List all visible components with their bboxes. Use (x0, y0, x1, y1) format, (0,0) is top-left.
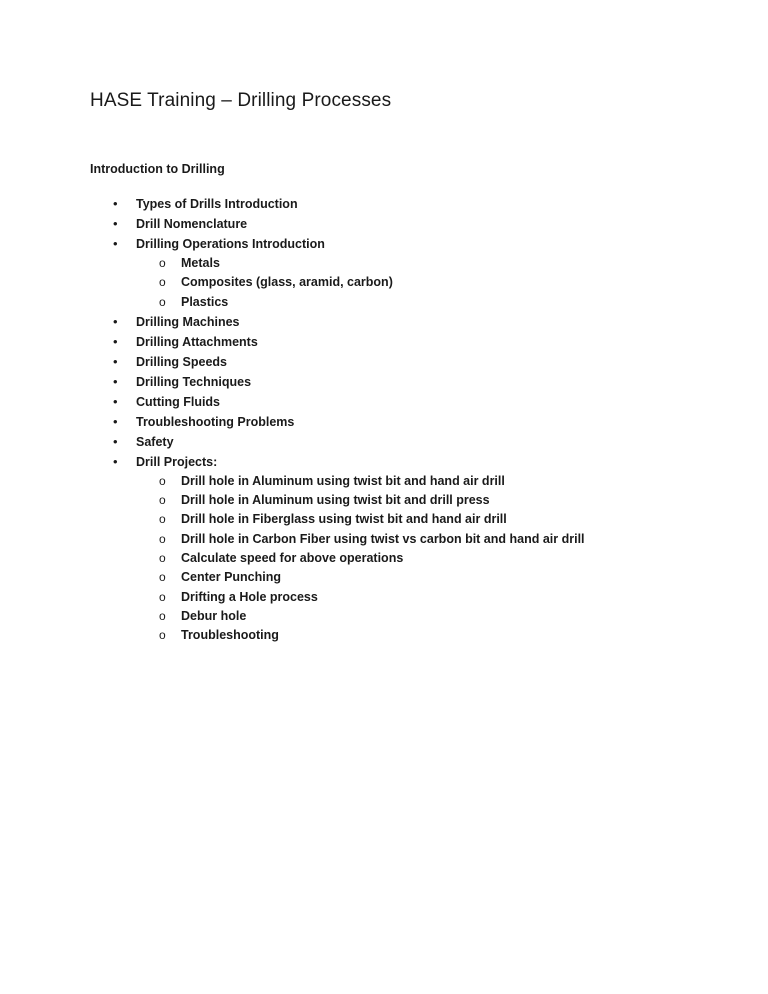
sub-list-item (0, 549, 768, 568)
list-item (0, 234, 768, 254)
bullet-icon: • (113, 313, 118, 329)
sub-list-item (0, 472, 768, 491)
sub-list-item (0, 626, 768, 645)
list-item (0, 332, 768, 352)
sub-list-item (0, 568, 768, 587)
sub-list-item (0, 530, 768, 549)
bullet-icon: • (113, 333, 118, 349)
sub-list-item (0, 293, 768, 312)
list-item-text: Drilling Speeds (136, 354, 227, 369)
list-item-text: Debur hole (181, 608, 247, 623)
list-item (0, 372, 768, 392)
sub-bullet-icon: o (159, 570, 166, 585)
section-heading: Introduction to Drilling (90, 162, 225, 176)
list-item (0, 432, 768, 452)
bullet-icon: • (113, 353, 118, 369)
sub-list-item (0, 510, 768, 529)
list-item (0, 392, 768, 412)
bullet-icon: • (113, 413, 118, 429)
sub-bullet-icon: o (159, 256, 166, 270)
bullet-list (0, 194, 768, 646)
list-item (0, 194, 768, 214)
sub-bullet-icon: o (159, 589, 166, 604)
list-item-text: Center Punching (181, 570, 282, 585)
list-item-text: Drifting a Hole process (181, 589, 318, 604)
sub-bullet-icon: o (159, 551, 166, 566)
sub-bullet-icon: o (159, 531, 166, 546)
list-item (0, 312, 768, 332)
list-item-text: Drill hole in Aluminum using twist bit and hand air drill (181, 473, 505, 488)
page-title: HASE Training – Drilling Processes (90, 90, 392, 111)
list-item-text: Drilling Machines (136, 314, 240, 329)
list-item-text: Drill Projects: (136, 454, 218, 469)
sub-bullet-icon: o (159, 493, 166, 508)
bullet-icon: • (113, 216, 118, 231)
sub-bullet-icon: o (159, 512, 166, 527)
bullet-icon: • (113, 236, 118, 251)
bullet-icon: • (113, 373, 118, 389)
bullet-icon: • (113, 453, 118, 469)
list-item-text: Cutting Fluids (136, 394, 221, 409)
list-item-text: Drill hole in Fiberglass using twist bit and hand air drill (181, 512, 507, 527)
list-item-text: Drilling Techniques (136, 374, 252, 389)
list-item-text: Drill hole in Carbon Fiber using twist vs carbon bit and hand air drill (181, 531, 585, 546)
sub-bullet-icon: o (159, 473, 166, 488)
list-item-text: Calculate speed for above operations (181, 551, 404, 566)
list-item (0, 214, 768, 234)
list-item-text: Drilling Operations Introduction (136, 237, 325, 251)
bullet-icon: • (113, 196, 118, 211)
sub-list-item (0, 254, 768, 273)
list-item-text: Drilling Attachments (136, 334, 258, 349)
list-item-text: Types of Drills Introduction (136, 197, 298, 211)
list-item-text: Troubleshooting Problems (136, 414, 295, 429)
list-item-text: Metals (181, 256, 220, 270)
bullet-icon: • (113, 433, 118, 449)
sub-list-item (0, 588, 768, 607)
sub-bullet-icon: o (159, 275, 166, 290)
bullet-icon: • (113, 393, 118, 409)
list-item-text: Plastics (181, 294, 229, 309)
sub-bullet-icon: o (159, 628, 166, 643)
sub-list-item (0, 491, 768, 510)
list-item-text: Composites (glass, aramid, carbon) (181, 275, 393, 290)
list-item (0, 452, 768, 472)
sub-list-item (0, 273, 768, 292)
list-item-text: Safety (136, 434, 174, 449)
sub-bullet-icon: o (159, 294, 166, 309)
sub-bullet-icon: o (159, 608, 166, 623)
list-item-text: Drill hole in Aluminum using twist bit and drill press (181, 493, 490, 508)
list-item-text: Drill Nomenclature (136, 217, 248, 231)
list-item (0, 352, 768, 372)
list-item-text: Troubleshooting (181, 628, 279, 643)
sub-list-item (0, 607, 768, 626)
list-item (0, 412, 768, 432)
